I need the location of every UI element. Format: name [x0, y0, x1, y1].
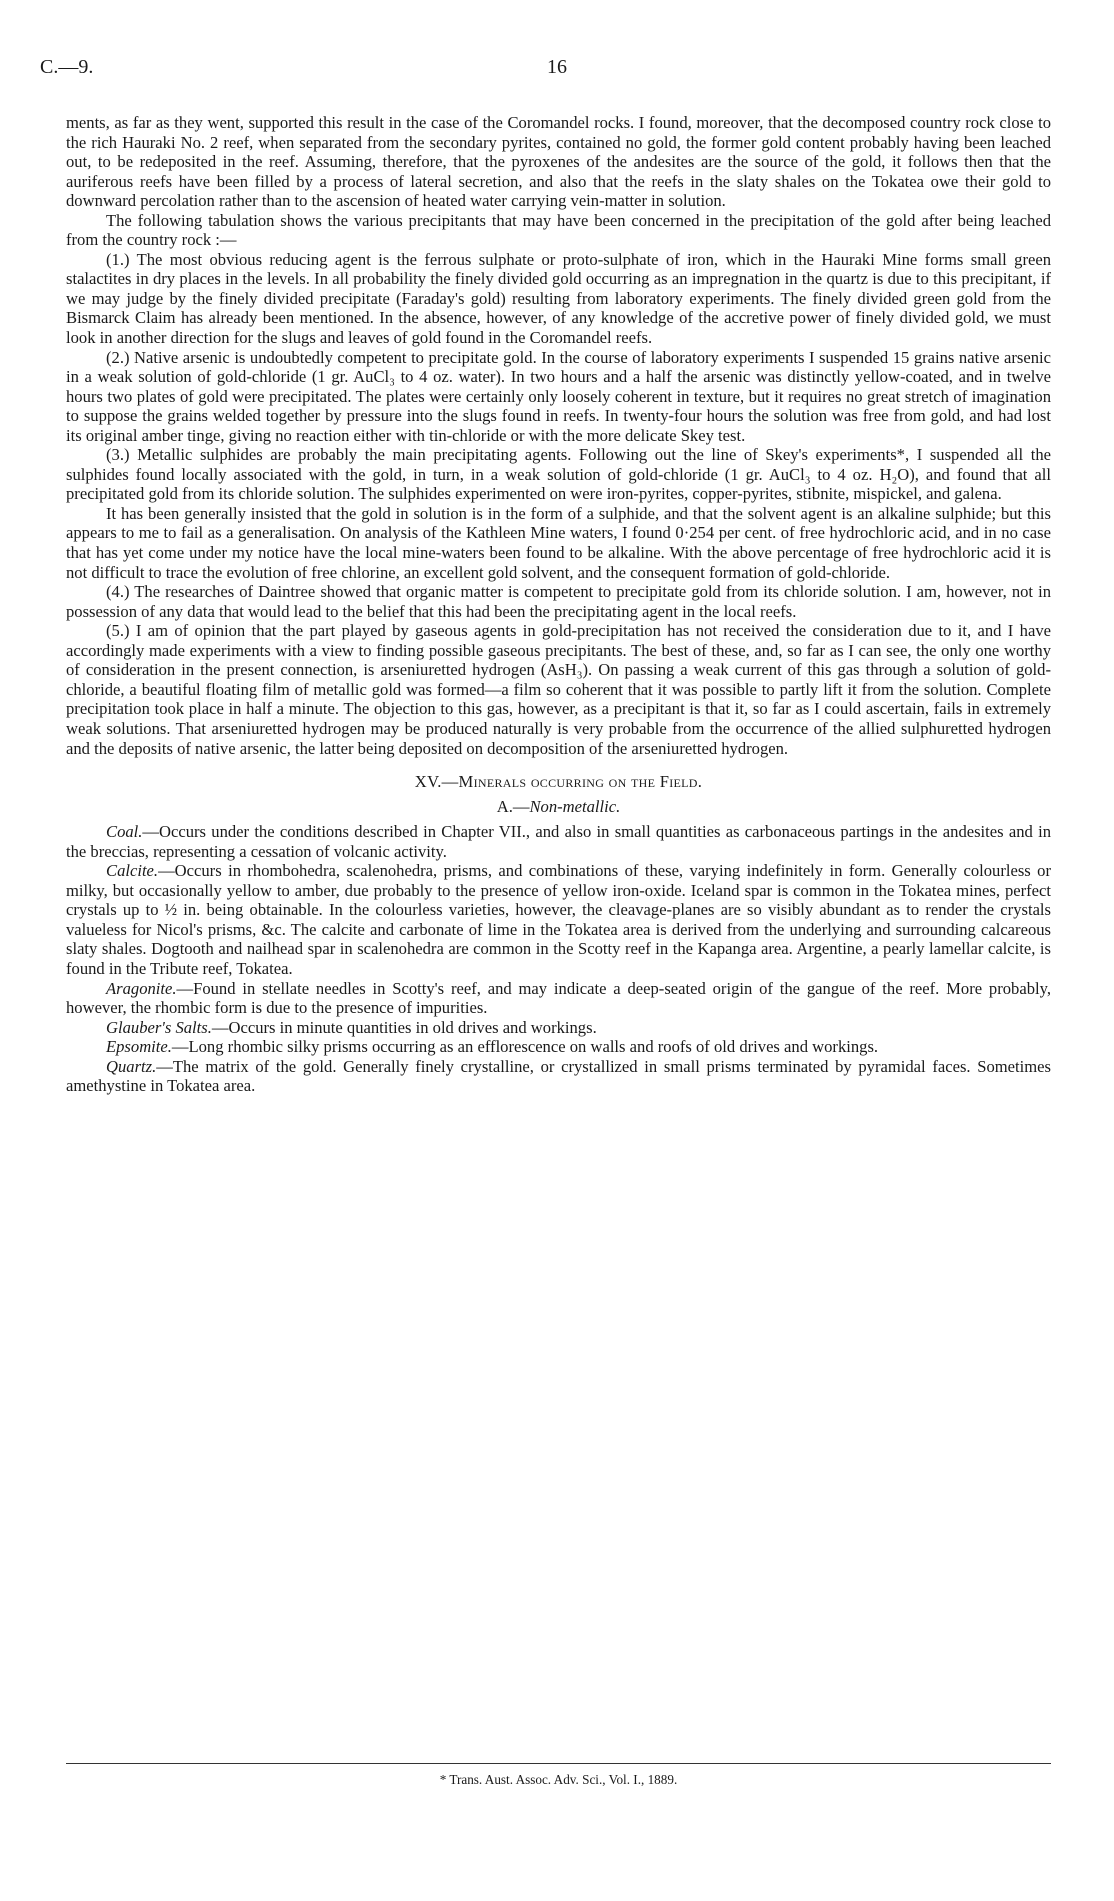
- mineral-entry: [66, 822, 1051, 861]
- body-text: [66, 113, 1051, 1096]
- subsection-prefix: A.—: [496, 796, 530, 816]
- mineral-name: Glauber's Salts.: [106, 1017, 212, 1037]
- mineral-name: Aragonite.: [106, 978, 177, 998]
- footnote: * Trans. Aust. Assoc. Adv. Sci., Vol. I., 1889.: [439, 1772, 678, 1787]
- mineral-description: —Found in stellate needles in Scotty's reef, and may indicate a deep-seated origin of the gangue of the reef. More probably, however, the rhombic form is due to the presence of impurities.: [66, 978, 1051, 1018]
- mineral-name: Epsomite.: [106, 1037, 172, 1057]
- mineral-name: Quartz.: [106, 1056, 157, 1076]
- mineral-description: —The matrix of the gold. Generally finely crystalline, or crystallized in small prisms terminated by pyramidal faces. Sometimes amethystine in Tokatea area.: [66, 1056, 1051, 1096]
- mineral-entry: [66, 1057, 1051, 1096]
- document-reference: C.—9.: [40, 56, 94, 78]
- mineral-entry: [66, 1037, 1051, 1057]
- page-header: [40, 56, 1074, 84]
- mineral-entry: [66, 1018, 1051, 1038]
- page-number: 16: [547, 56, 567, 78]
- mineral-entry: [66, 979, 1051, 1018]
- mineral-entry: [66, 861, 1051, 978]
- subsection-title: [66, 797, 1051, 817]
- mineral-name: Coal.: [106, 822, 143, 842]
- paragraph: (5.) I am of opinion that the part played by gaseous agents in gold-precipitation has not received the consideration due to it, and I have accordingly made experiments with a view to finding possible gaseous precipitants. The best of these, and, so far as I can see, the only one worthy of consideration in the present connection, is arseniuretted hydrogen (AsH₃). On passing a weak current of this gas through a solution of gold-chloride, a beautiful floating film of metallic gold was formed—a film so coherent that it was possible to partly lift it from the solution. Complete precipitation took place in half a minute. The objection to this gas, however, as a precipitant is that it, so far as I could ascertain, fails in extremely weak solutions. That arseniuretted hydrogen may be produced naturally is very probable from the occurrence of the allied sulphuretted hydrogen and the deposits of native arsenic, the latter being deposited on decomposition of the arseniuretted hydrogen.: [66, 621, 1051, 758]
- footnote-divider: [66, 1763, 1051, 1764]
- paragraph: (1.) The most obvious reducing agent is the ferrous sulphate or proto-sulphate of iron, which in the Hauraki Mine forms small green stalactites in dry places in the levels. In all probability the finely divided gold occurring as an impregnation in the quartz is due to this precipitant, if we may judge by the finely divided precipitate (Faraday's gold) resulting from laboratory experiments. The finely divided green gold from the Bismarck Claim has already been mentioned. In the absence, however, of any knowledge of the accretive power of finely divided gold, we must look in another direction for the slugs and leaves of gold found in the Coromandel reefs.: [66, 249, 1051, 348]
- paragraph: (3.) Metallic sulphides are probably the main precipitating agents. Following out the line of Skey's experiments*, I suspended all the sulphides found locally associated with the gold, in turn, in a weak solution of gold-chloride (1 gr. AuCl₃ to 4 oz. H₂O), and found that all precipitated gold from its chloride solution. The sulphides experimented on were iron-pyrites, copper-pyrites, stibnite, mispickel, and galena.: [66, 445, 1051, 504]
- subsection-name: Non-metallic.: [529, 796, 621, 816]
- paragraph: (4.) The researches of Daintree showed that organic matter is competent to precipitate gold from its chloride solution. I am, however, not in possession of any data that would lead to the belief that this had been the precipitating agent in the local reefs.: [66, 582, 1051, 621]
- mineral-name: Calcite.: [106, 861, 159, 881]
- paragraph: ments, as far as they went, supported this result in the case of the Coromandel rocks. I found, moreover, that the decomposed country rock close to the rich Hauraki No. 2 reef, when separated from the secondary pyrites, contained no gold, the former gold content probably having been leached out, to be redeposited in the reef. Assuming, therefore, that the pyroxenes of the andesites are the source of the gold, it follows then that the auriferous reefs have been filled by a process of lateral secretion, and also that the reefs in the slaty shales on the Tokatea owe their gold to downward percolation rather than to the ascension of heated water carrying vein-matter in solution.: [66, 113, 1051, 211]
- mineral-description: —Occurs in minute quantities in old drives and workings.: [211, 1017, 597, 1037]
- paragraph: (2.) Native arsenic is undoubtedly competent to precipitate gold. In the course of laboratory experiments I suspended 15 grains native arsenic in a weak solution of gold-chloride (1 gr. AuCl₃ to 4 oz. water). In two hours and a half the arsenic was distinctly yellow-coated, and in twelve hours two plates of gold were precipitated. The plates were certainly only loosely coherent in texture, but it requires no great stretch of imagination to suppose the grains welded together by pressure into the slugs found in reefs. In twenty-four hours the solution was free from gold, and had lost its original amber tinge, giving no reaction either with tin-chloride or with the more delicate Skey test.: [66, 347, 1051, 445]
- mineral-description: —Long rhombic silky prisms occurring as an efflorescence on walls and roofs of old drives and workings.: [171, 1037, 879, 1057]
- mineral-description: —Occurs in rhombohedra, scalenohedra, prisms, and combinations of these, varying indefinitely in form. Generally colourless or milky, but occasionally yellow to amber, due probably to the presence of yellow iron-oxide. Iceland spar is common in the Tokatea mines, perfect crystals up to ½ in. being obtainable. In the colourless varieties, however, the cleavage-planes are so visibly abundant as to render the crystals valueless for Nicol's prisms, &c. The calcite and carbonate of lime in the Tokatea area is derived from the underlying and surrounding calcareous slaty shales. Dogtooth and nailhead spar in scalenohedra are common in the Scotty reef in the Kapanga area. Argentine, a pearly lamellar calcite, is found in the Tribute reef, Tokatea.: [66, 861, 1051, 978]
- paragraph: It has been generally insisted that the gold in solution is in the form of a sulphide, and that the solvent agent is an alkaline sulphide; but this appears to me to fail as a generalisation. On analysis of the Kathleen Mine waters, I found 0·254 per cent. of free hydrochloric acid, and in no case that has yet come under my notice have the local mine-waters been found to be alkaline. With the above percentage of free hydrochloric acid it is not difficult to trace the evolution of free chlorine, an excellent gold solvent, and the consequent formation of gold-chloride.: [66, 503, 1051, 582]
- mineral-description: —Occurs under the conditions described in Chapter VII., and also in small quantities as carbonaceous partings in the andesites and in the breccias, representing a cessation of volcanic activity.: [66, 822, 1051, 861]
- section-title: XV.—Minerals occurring on the Field.: [414, 772, 703, 792]
- paragraph: The following tabulation shows the various precipitants that may have been concerned in the precipitation of the gold after being leached from the country rock :—: [66, 210, 1051, 250]
